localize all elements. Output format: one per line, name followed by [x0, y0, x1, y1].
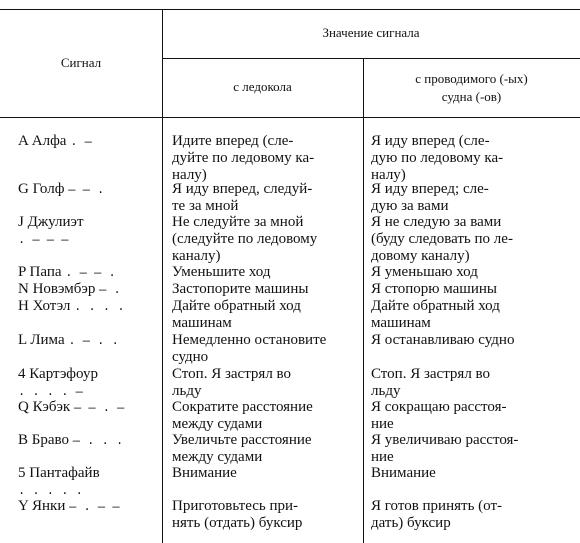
vessel-meaning: Я останавливаю судно: [371, 332, 515, 348]
morse-code: . — — —: [18, 233, 69, 247]
signal-name: A Алфа: [18, 133, 67, 149]
vessel-meaning: Я стопорю машины: [371, 281, 497, 297]
morse-code: . . . . —: [18, 385, 83, 399]
header-vessel-line2: судна (-ов): [441, 89, 502, 104]
morse-code: . . . .: [74, 300, 125, 314]
icebreaker-meaning: Дайте обратный ход машинам: [172, 298, 301, 331]
header-bottom-rule: [0, 117, 580, 118]
vessel-meaning: Стоп. Я застрял во льду: [371, 366, 491, 399]
icebreaker-meaning: Приготовьтесь при- нять (отдать) буксир: [172, 498, 303, 531]
morse-code: — .: [99, 283, 121, 297]
header-signal: Сигнал: [60, 55, 102, 70]
signal-cell: [18, 181, 104, 199]
signal-name: 4 Картэфоур: [18, 366, 98, 382]
signal-name: B Браво: [18, 432, 70, 448]
signal-name: 5 Пантафайв: [18, 465, 100, 481]
vessel-meaning: Я готов принять (от- дать) буксир: [371, 498, 503, 531]
signal-name: G Голф: [18, 181, 65, 197]
signal-cell: [18, 281, 121, 299]
morse-code: — — .: [68, 183, 105, 197]
icebreaker-meaning: Идите вперед (сле- дуйте по ледовому ка- налу): [172, 133, 315, 183]
header-meaning: Значение сигнала: [322, 25, 420, 40]
icebreaker-meaning: Стоп. Я застрял во льду: [172, 366, 292, 399]
morse-code: . —: [70, 135, 92, 149]
signal-cell: [18, 298, 125, 316]
morse-code: . . . . .: [18, 484, 83, 498]
icebreaker-meaning: Уменьшите ход: [172, 264, 271, 280]
header-vessel-line1: с проводимого (-ых): [415, 71, 528, 86]
vessel-meaning: Я иду вперед; сле- дую за вами: [371, 181, 489, 214]
signal-cell: [18, 214, 84, 249]
vessel-meaning: Дайте обратный ход машинам: [371, 298, 500, 331]
icebreaker-meaning: Я иду вперед, следуй- те за мной: [172, 181, 313, 214]
morse-code: — . — —: [69, 500, 120, 514]
icebreaker-meaning: Увеличьте расстояние между судами: [172, 432, 312, 465]
signal-name: J Джулиэт: [18, 214, 84, 230]
vessel-meaning: Я не следую за вами (буду следовать по ле- довому каналу): [371, 214, 513, 264]
signal-name: Y Янки: [18, 498, 66, 514]
signal-name: P Папа: [18, 264, 62, 280]
signal-cell: [18, 133, 92, 151]
morse-code: — . . .: [72, 434, 124, 448]
col-divider-2: [363, 58, 364, 543]
signal-cell: [18, 366, 98, 401]
signal-name: L Лима: [18, 332, 65, 348]
signal-cell: [18, 264, 116, 282]
vessel-meaning: Я уменьшаю ход: [371, 264, 478, 280]
signal-cell: [18, 498, 120, 516]
meaning-subrule: [162, 58, 580, 59]
morse-code: . — . .: [68, 334, 119, 348]
morse-code: — — . —: [73, 401, 125, 415]
icebreaker-meaning: Немедленно остановите судно: [172, 332, 327, 365]
icebreaker-meaning: Застопорите машины: [172, 281, 309, 297]
signal-cell: [18, 465, 100, 500]
signal-name: H Хотэл: [18, 298, 71, 314]
morse-code: . — — .: [65, 266, 116, 280]
vessel-meaning: Я увеличиваю расстоя- ние: [371, 432, 519, 465]
signal-name: Q Кэбэк: [18, 399, 71, 415]
top-rule: [0, 9, 580, 10]
vessel-meaning: Я иду вперед (сле- дую по ледовому ка- налу): [371, 133, 504, 183]
icebreaker-meaning: Внимание: [172, 465, 237, 481]
icebreaker-meaning: Сократите расстояние между судами: [172, 399, 313, 432]
vessel-meaning: Я сокращаю расстоя- ние: [371, 399, 507, 432]
signal-cell: [18, 432, 123, 450]
vessel-meaning: Внимание: [371, 465, 436, 481]
icebreaker-meaning: Не следуйте за мной (следуйте по ледовому каналу): [172, 214, 318, 264]
signal-cell: [18, 399, 124, 417]
signal-cell: [18, 332, 119, 350]
signal-name: N Новэмбэр: [18, 281, 96, 297]
header-icebreaker: с ледокола: [233, 79, 292, 94]
